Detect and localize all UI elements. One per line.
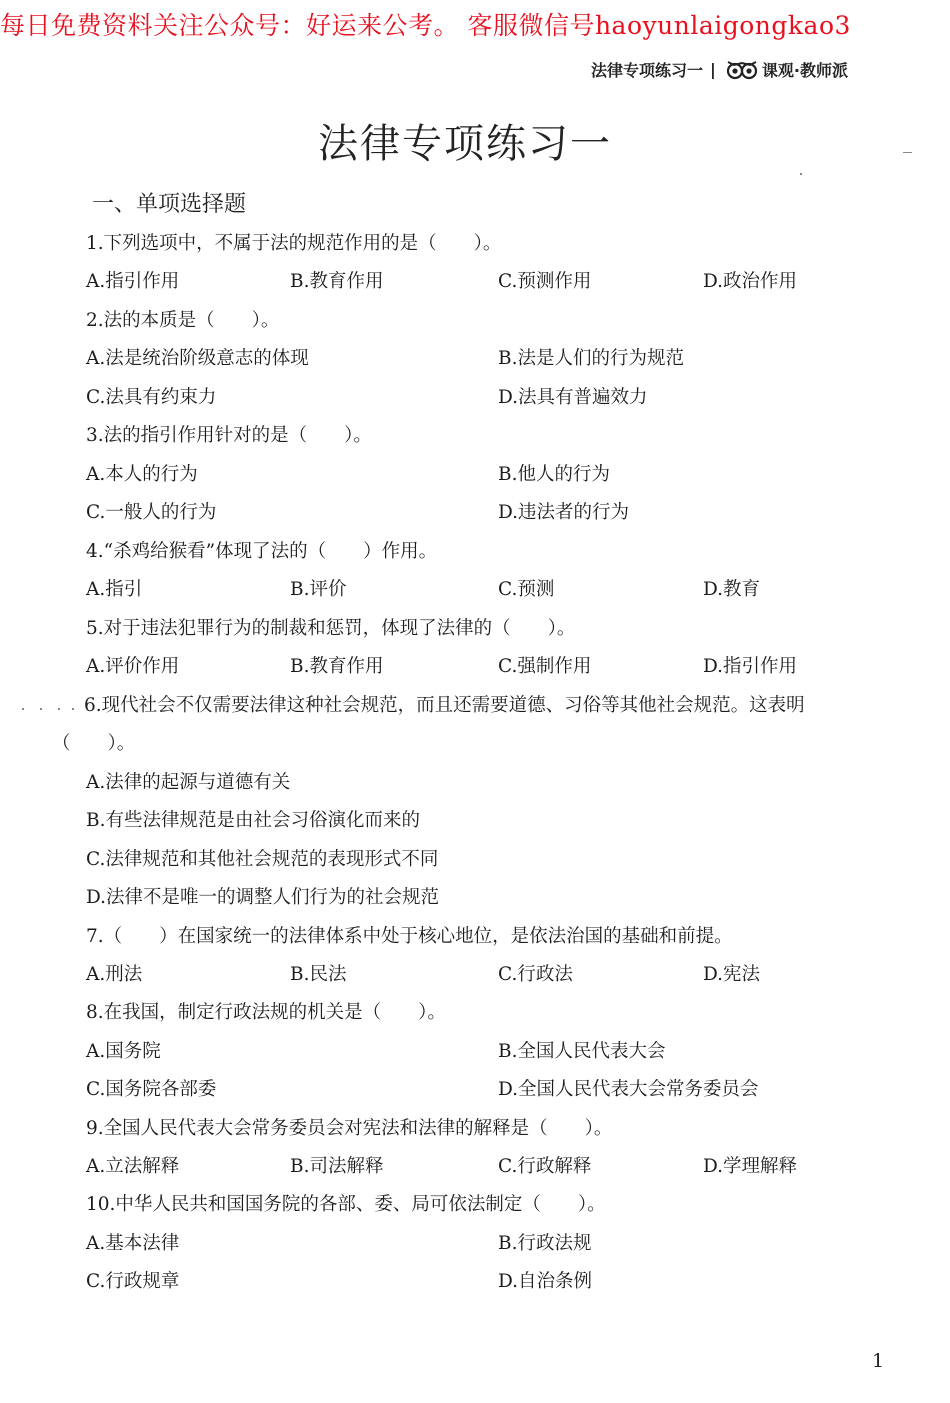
question-9-option-c: C.行政解释 [498, 1156, 592, 1177]
question-5-stem: 5.对于违法犯罪行为的制裁和惩罚，体现了法律的（ ）。 [86, 618, 576, 639]
question-3-stem: 3.法的指引作用针对的是（ ）。 [86, 425, 372, 446]
section-title: 一、单项选择题 [92, 192, 247, 217]
question-10-option-b: B.行政法规 [498, 1233, 592, 1254]
question-9-option-d: D.学理解释 [703, 1156, 798, 1177]
question-2-option-b: B.法是人们的行为规范 [498, 348, 684, 369]
question-4-option-b: B.评价 [290, 579, 347, 600]
question-5-option-c: C.强制作用 [498, 656, 592, 677]
question-6-option-d: D.法律不是唯一的调整人们行为的社会规范 [86, 887, 440, 908]
question-3-option-c: C.一般人的行为 [86, 502, 217, 523]
question-8-option-c: C.国务院各部委 [86, 1079, 217, 1100]
question-5-option-b: B.教育作用 [290, 656, 384, 677]
question-4-option-a: A.指引 [86, 579, 143, 600]
question-8-option-b: B.全国人民代表大会 [498, 1041, 666, 1062]
scan-speck [40, 708, 42, 710]
question-9-stem: 9.全国人民代表大会常务委员会对宪法和法律的解释是（ ）。 [86, 1118, 613, 1139]
question-2-option-a: A.法是统治阶级意志的体现 [86, 348, 309, 369]
question-6-stem: 6.现代社会不仅需要法律这种社会规范，而且还需要道德、习俗等其他社会规范。这表明 [84, 695, 805, 716]
scan-speck [903, 152, 912, 153]
question-7-option-a: A.刑法 [86, 964, 143, 985]
header-doc-name: 法律专项练习一 [591, 60, 704, 80]
question-7-option-c: C.行政法 [498, 964, 573, 985]
question-8-option-a: A.国务院 [86, 1041, 161, 1062]
question-9-option-b: B.司法解释 [290, 1156, 384, 1177]
question-4-option-c: C.预测 [498, 579, 555, 600]
header-separator: | [710, 59, 716, 79]
question-9-option-a: A.立法解释 [86, 1156, 180, 1177]
question-10-stem: 10.中华人民共和国国务院的各部、委、局可依法制定（ ）。 [86, 1194, 606, 1215]
question-2-option-d: D.法具有普遍效力 [498, 387, 648, 408]
question-3-option-a: A.本人的行为 [86, 464, 198, 485]
header-brand: 课观·教师派 [761, 60, 848, 80]
question-8-option-d: D.全国人民代表大会常务委员会 [498, 1079, 759, 1100]
question-3-option-b: B.他人的行为 [498, 464, 610, 485]
scan-speck [22, 708, 24, 710]
question-10-option-a: A.基本法律 [86, 1233, 180, 1254]
question-7-option-d: D.宪法 [703, 964, 761, 985]
question-2-stem: 2.法的本质是（ ）。 [86, 310, 280, 331]
question-6-stem-continued: （ ）。 [52, 733, 136, 754]
question-10-option-d: D.自治条例 [498, 1271, 593, 1292]
question-6-option-a: A.法律的起源与道德有关 [86, 772, 291, 793]
scan-speck [800, 173, 802, 175]
question-5-option-d: D.指引作用 [703, 656, 798, 677]
question-5-option-a: A.评价作用 [86, 656, 180, 677]
owl-eyes-icon [725, 58, 759, 80]
question-6-option-c: C.法律规范和其他社会规范的表现形式不同 [86, 849, 439, 870]
question-6-option-b: B.有些法律规范是由社会习俗演化而来的 [86, 810, 420, 831]
page-number: 1 [872, 1350, 885, 1372]
page-header [591, 56, 848, 82]
question-7-option-b: B.民法 [290, 964, 347, 985]
question-4-stem: 4.“杀鸡给猴看”体现了法的（ ）作用。 [86, 541, 438, 562]
question-3-option-d: D.违法者的行为 [498, 502, 630, 523]
question-8-stem: 8.在我国，制定行政法规的机关是（ ）。 [86, 1002, 446, 1023]
question-1-option-c: C.预测作用 [498, 271, 592, 292]
page-title: 法律专项练习一 [318, 121, 612, 167]
question-10-option-c: C.行政规章 [86, 1271, 180, 1292]
question-1-option-a: A.指引作用 [86, 271, 180, 292]
scan-speck [58, 708, 60, 710]
watermark-banner: 每日免费资料关注公众号：好运来公考。 客服微信号haoyunlaigongkao3 [0, 11, 851, 40]
question-1-option-d: D.政治作用 [703, 271, 798, 292]
question-7-stem: 7.（ ）在国家统一的法律体系中处于核心地位，是依法治国的基础和前提。 [86, 926, 733, 947]
scan-speck [72, 708, 74, 710]
question-1-option-b: B.教育作用 [290, 271, 384, 292]
question-1-stem: 1.下列选项中，不属于法的规范作用的是（ ）。 [86, 233, 502, 254]
question-2-option-c: C.法具有约束力 [86, 387, 217, 408]
question-4-option-d: D.教育 [703, 579, 761, 600]
